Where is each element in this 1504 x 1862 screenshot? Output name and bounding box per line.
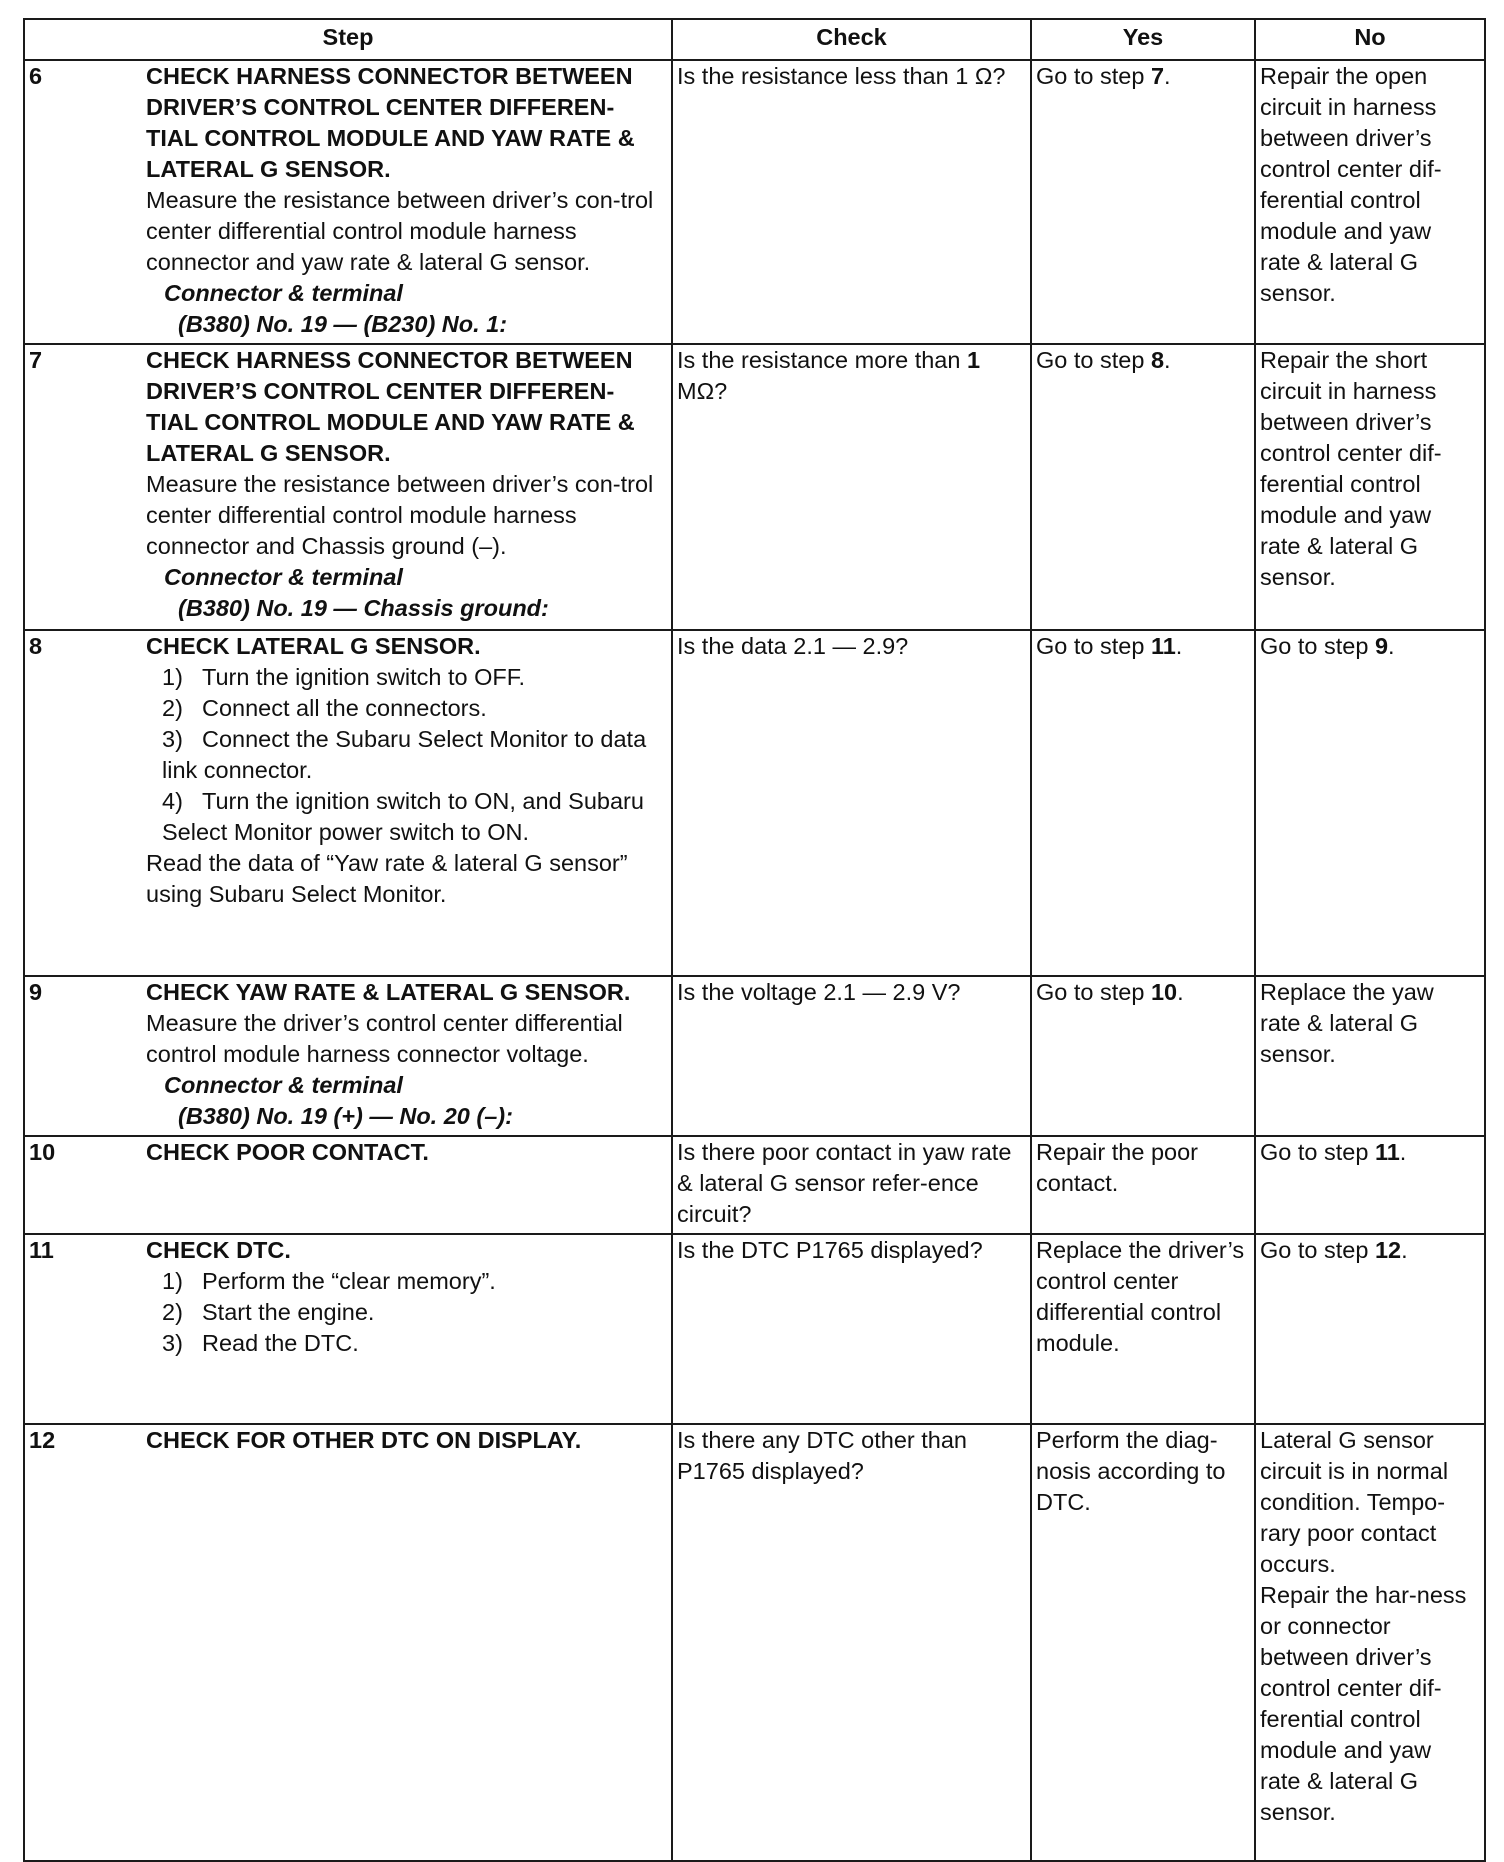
header-check: Check — [672, 19, 1031, 60]
step-number: 9 — [24, 976, 146, 1136]
table-row — [24, 1424, 1485, 1861]
step-title: CHECK YAW RATE & LATERAL G SENSOR. — [146, 979, 631, 1005]
yes-text: Go to step — [1036, 633, 1151, 659]
procedure-step — [146, 1297, 665, 1328]
table-row — [24, 1234, 1485, 1424]
procedure-step-text: Connect all the connectors. — [202, 695, 487, 721]
yes-cell: Repair the poor contact. — [1031, 1136, 1255, 1234]
procedure-step-number: 1) — [162, 1268, 183, 1294]
yes-suffix: . — [1177, 979, 1184, 1005]
table-row — [24, 60, 1485, 344]
connector-terminal: (B380) No. 19 (+) — No. 20 (–): — [178, 1103, 513, 1129]
yes-cell: Perform the diag-nosis according to DTC. — [1031, 1424, 1255, 1861]
header-yes: Yes — [1031, 19, 1255, 60]
check-cell — [672, 344, 1031, 630]
step-cell — [146, 976, 672, 1136]
yes-suffix: . — [1175, 633, 1183, 659]
step-title: CHECK DTC. — [146, 1237, 291, 1263]
procedure-step — [146, 1328, 665, 1359]
no-suffix: . — [1388, 633, 1395, 659]
procedure-step-number: 2) — [162, 695, 183, 721]
no-text: Go to step — [1260, 633, 1375, 659]
check-text: Is the resistance more than — [677, 347, 967, 373]
no-suffix: . — [1399, 1139, 1407, 1165]
procedure-step-text: Turn the ignition switch to OFF. — [202, 664, 526, 690]
connector-label: Connector & terminal — [164, 564, 403, 590]
check-cell: Is the data 2.1 — 2.9? — [672, 630, 1031, 976]
check-cell: Is there any DTC other than P1765 displayed? — [672, 1424, 1031, 1861]
no-step-number: 9 — [1374, 633, 1389, 659]
no-cell — [1255, 630, 1485, 976]
no-text-repair: Repair the har-ness or connector between driver’s control center dif-ferential control module and yaw rate & lateral G sensor. — [1260, 1582, 1467, 1825]
no-cell — [1255, 1234, 1485, 1424]
step-description: Measure the resistance between driver’s con-trol center differential control module harness connector and yaw rate & lateral G sensor. — [146, 187, 654, 275]
yes-step-number: 8 — [1150, 347, 1165, 373]
check-unit: MΩ? — [677, 378, 728, 404]
no-step-number: 12 — [1374, 1237, 1402, 1263]
step-cell — [146, 344, 672, 630]
table-row — [24, 344, 1485, 630]
step-title: CHECK HARNESS CONNECTOR BETWEEN DRIVER’S CONTROL CENTER DIFFEREN-TIAL CONTROL MODULE AND YAW RATE & LATERAL G SENSOR. — [146, 347, 635, 466]
step-cell — [146, 60, 672, 344]
no-suffix: . — [1401, 1237, 1408, 1263]
check-cell: Is the resistance less than 1 Ω? — [672, 60, 1031, 344]
step-cell — [146, 1136, 672, 1234]
step-description: Measure the driver’s control center differential control module harness connector voltage. — [146, 1010, 623, 1067]
procedure-step-text: Perform the “clear memory”. — [202, 1268, 496, 1294]
check-cell: Is the voltage 2.1 — 2.9 V? — [672, 976, 1031, 1136]
yes-text: Go to step — [1036, 63, 1151, 89]
diagnostic-table — [23, 18, 1486, 1862]
yes-suffix: . — [1164, 63, 1171, 89]
yes-cell — [1031, 344, 1255, 630]
yes-cell: Replace the driver’s control center differential control module. — [1031, 1234, 1255, 1424]
procedure-step-number: 3) — [162, 726, 183, 752]
procedure-step-number: 1) — [162, 664, 183, 690]
no-text-condition: Lateral G sensor circuit is in normal condition. Tempo-rary poor contact occurs. — [1260, 1427, 1449, 1577]
procedure-step-number: 3) — [162, 1330, 183, 1356]
no-step-number: 11 — [1374, 1139, 1400, 1165]
no-text: Go to step — [1260, 1139, 1375, 1165]
step-number: 7 — [24, 344, 146, 630]
connector-label: Connector & terminal — [164, 280, 403, 306]
step-cell — [146, 1234, 672, 1424]
no-cell — [1255, 1136, 1485, 1234]
yes-cell — [1031, 630, 1255, 976]
procedure-step-number: 2) — [162, 1299, 183, 1325]
yes-suffix: . — [1164, 347, 1171, 373]
connector-terminal: (B380) No. 19 — (B230) No. 1: — [178, 311, 508, 337]
procedure-step — [146, 693, 665, 724]
step-title: CHECK HARNESS CONNECTOR BETWEEN DRIVER’S CONTROL CENTER DIFFEREN-TIAL CONTROL MODULE AND YAW RATE & LATERAL G SENSOR. — [146, 63, 635, 182]
connector-label: Connector & terminal — [164, 1072, 403, 1098]
header-step: Step — [24, 19, 672, 60]
header-row — [24, 19, 1485, 60]
no-cell: Repair the short circuit in harness between driver’s control center dif-ferential control module and yaw rate & lateral G sensor. — [1255, 344, 1485, 630]
no-text: Go to step — [1260, 1237, 1375, 1263]
table-row — [24, 976, 1485, 1136]
procedure-step — [146, 1266, 665, 1297]
step-title: CHECK FOR OTHER DTC ON DISPLAY. — [146, 1427, 582, 1453]
check-cell: Is the DTC P1765 displayed? — [672, 1234, 1031, 1424]
step-number: 11 — [24, 1234, 146, 1424]
yes-step-number: 7 — [1150, 63, 1165, 89]
procedure-step-text: Start the engine. — [202, 1299, 375, 1325]
step-cell — [146, 630, 672, 976]
yes-step-number: 10 — [1150, 979, 1178, 1005]
check-value: 1 — [966, 347, 981, 373]
check-cell: Is there poor contact in yaw rate & lateral G sensor refer-ence circuit? — [672, 1136, 1031, 1234]
yes-cell — [1031, 976, 1255, 1136]
table-row — [24, 1136, 1485, 1234]
yes-text: Go to step — [1036, 979, 1151, 1005]
procedure-step-text: Turn the ignition switch to ON, and Subaru Select Monitor power switch to ON. — [162, 788, 644, 845]
step-number: 12 — [24, 1424, 146, 1861]
procedure-step — [146, 724, 665, 786]
procedure-step — [146, 662, 665, 693]
procedure-step-text: Connect the Subaru Select Monitor to data link connector. — [162, 726, 647, 783]
step-title: CHECK LATERAL G SENSOR. — [146, 633, 481, 659]
procedure-step — [146, 786, 665, 848]
yes-text: Go to step — [1036, 347, 1151, 373]
step-number: 10 — [24, 1136, 146, 1234]
no-cell: Replace the yaw rate & lateral G sensor. — [1255, 976, 1485, 1136]
connector-terminal: (B380) No. 19 — Chassis ground: — [178, 595, 549, 621]
step-number: 8 — [24, 630, 146, 976]
step-number: 6 — [24, 60, 146, 344]
header-no: No — [1255, 19, 1485, 60]
step-title: CHECK POOR CONTACT. — [146, 1139, 429, 1165]
step-description: Read the data of “Yaw rate & lateral G sensor” using Subaru Select Monitor. — [146, 850, 628, 907]
step-cell — [146, 1424, 672, 1861]
table-row — [24, 630, 1485, 976]
yes-cell — [1031, 60, 1255, 344]
procedure-step-text: Read the DTC. — [202, 1330, 359, 1356]
yes-step-number: 11 — [1150, 633, 1176, 659]
procedure-step-number: 4) — [162, 788, 183, 814]
no-cell — [1255, 1424, 1485, 1861]
no-cell: Repair the open circuit in harness between driver’s control center dif-ferential control module and yaw rate & lateral G sensor. — [1255, 60, 1485, 344]
step-description: Measure the resistance between driver’s con-trol center differential control module harness connector and Chassis ground (–). — [146, 471, 654, 559]
